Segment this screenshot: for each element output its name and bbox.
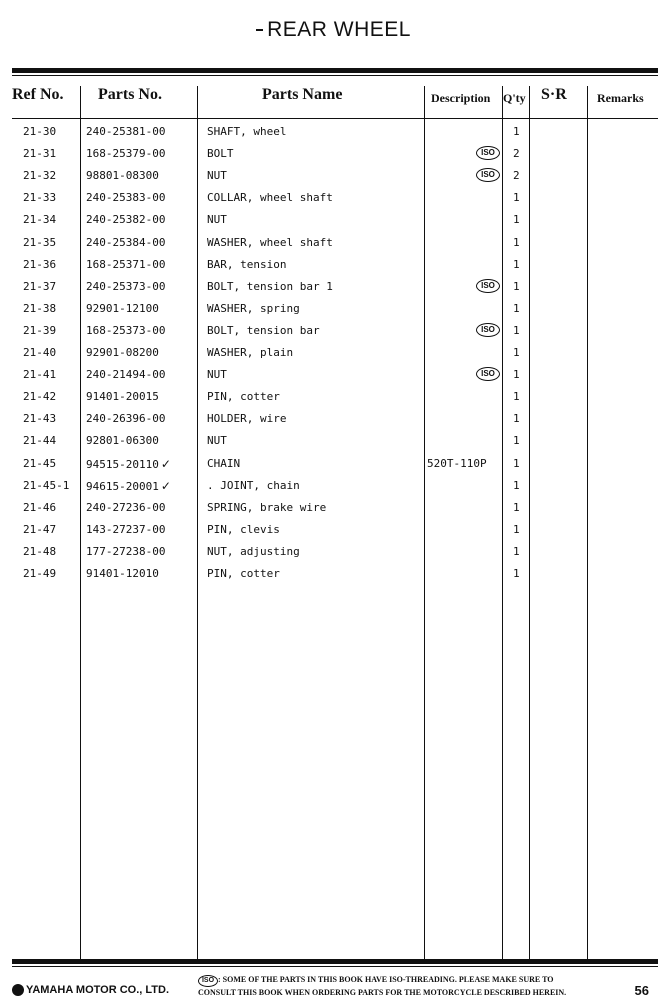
part-no-cell (86, 368, 165, 381)
header-ref-no: Ref No. (12, 86, 64, 103)
iso-note (198, 974, 566, 999)
part-name-cell: WASHER, wheel shaft (207, 235, 333, 249)
qty-cell: 1 (513, 279, 520, 293)
page-title: REAR WHEEL (0, 18, 667, 42)
qty-cell: 1 (513, 478, 520, 492)
table-row (0, 125, 667, 147)
footer (0, 974, 667, 1004)
part-no-cell (86, 147, 165, 160)
iso-icon: ISO (476, 146, 500, 160)
qty-cell: 1 (513, 434, 520, 448)
ref-no-cell: 21-33 (23, 191, 57, 205)
part-no-cell (86, 501, 165, 514)
table-row (0, 191, 667, 213)
check-mark-icon: ✓ (160, 478, 171, 493)
table-row (0, 147, 667, 169)
part-name-cell: PIN, cotter (207, 390, 280, 404)
part-no-cell (86, 523, 165, 536)
qty-cell: 1 (513, 500, 520, 514)
table-row (0, 501, 667, 523)
part-name-cell: . JOINT, chain (207, 478, 300, 492)
part-no-text: 240-27236-00 (86, 500, 166, 514)
part-no-text: 240-25384-00 (86, 235, 166, 249)
table-row (0, 258, 667, 280)
part-name-cell: PIN, cotter (207, 567, 280, 580)
header-sr: S·R (541, 86, 567, 103)
qty-cell: 1 (513, 567, 520, 580)
part-no-text: 92801-06300 (86, 434, 159, 448)
header-qty: Q'ty (503, 91, 526, 105)
part-name-cell: NUT, adjusting (207, 544, 300, 558)
part-no-cell (86, 479, 171, 493)
part-name-cell: NUT (207, 368, 227, 382)
yamaha-tuning-fork-icon (12, 984, 24, 996)
header-remarks: Remarks (597, 91, 644, 105)
header-description: Description (431, 91, 491, 105)
part-no-cell (86, 545, 165, 558)
table-row (0, 523, 667, 545)
part-no-cell (86, 567, 159, 580)
iso-icon: ISO (476, 323, 500, 337)
part-name-cell: NUT (207, 169, 227, 183)
check-mark-icon: ✓ (160, 456, 171, 471)
ref-no-cell: 21-35 (23, 235, 57, 249)
part-no-cell (86, 434, 159, 447)
part-name-cell: COLLAR, wheel shaft (207, 191, 333, 205)
description-cell: 520T-110P (427, 456, 487, 470)
part-name-cell: WASHER, spring (207, 301, 300, 315)
iso-icon: ISO (476, 367, 500, 381)
part-no-cell (86, 280, 165, 293)
table-row (0, 434, 667, 456)
ref-no-cell: 21-41 (23, 368, 57, 382)
part-no-text: 240-25382-00 (86, 213, 166, 227)
qty-cell: 1 (513, 125, 520, 138)
table-row (0, 368, 667, 390)
qty-cell: 1 (513, 191, 520, 205)
table-row (0, 412, 667, 434)
bottom-rule-thin (12, 966, 658, 967)
table-row (0, 457, 667, 479)
header-parts-no: Parts No. (98, 86, 162, 103)
ref-no-cell: 21-34 (23, 213, 57, 227)
part-no-text: 240-25383-00 (86, 191, 166, 205)
iso-icon: ISO (476, 279, 500, 293)
qty-cell: 1 (513, 323, 520, 337)
iso-note-line-1: : SOME OF THE PARTS IN THIS BOOK HAVE ISO-THREADING. PLEASE MAKE SURE TO (218, 975, 554, 984)
part-no-cell (86, 390, 159, 403)
qty-cell: 1 (513, 544, 520, 558)
table-row (0, 324, 667, 346)
qty-cell: 1 (513, 301, 520, 315)
top-rule-thin (12, 75, 658, 76)
part-no-cell (86, 324, 165, 337)
qty-cell: 2 (513, 169, 520, 183)
part-name-cell: BOLT, tension bar 1 (207, 279, 333, 293)
qty-cell: 1 (513, 412, 520, 426)
part-no-text: 91401-12010 (86, 567, 159, 580)
part-name-cell: BOLT (207, 147, 234, 161)
header-rule (12, 118, 658, 119)
part-no-text: 143-27237-00 (86, 522, 166, 536)
iso-icon: ISO (476, 168, 500, 182)
part-name-cell: NUT (207, 213, 227, 227)
qty-cell: 1 (513, 235, 520, 249)
table-row (0, 479, 667, 501)
ref-no-cell: 21-49 (23, 567, 57, 580)
table-row (0, 169, 667, 191)
qty-cell: 1 (513, 456, 520, 470)
part-no-text: 91401-20015 (86, 390, 159, 404)
ref-no-cell: 21-40 (23, 346, 57, 359)
part-no-text: 92901-08200 (86, 346, 159, 359)
iso-icon: ISO (198, 975, 218, 987)
table-row (0, 280, 667, 302)
company-logo: YAMAHA MOTOR CO., LTD. (12, 984, 169, 996)
part-name-cell: NUT (207, 434, 227, 448)
part-no-text: 94615-20001 (86, 479, 159, 493)
iso-note-line-2: CONSULT THIS BOOK WHEN ORDERING PARTS FOR THE MOTORCYCLE DESCRIBED HEREIN. (198, 988, 567, 997)
header-parts-name: Parts Name (262, 86, 343, 103)
ref-no-cell: 21-39 (23, 323, 57, 337)
ref-no-cell: 21-37 (23, 279, 57, 293)
table-row (0, 390, 667, 412)
top-rule (12, 68, 658, 73)
ref-no-cell: 21-44 (23, 434, 57, 448)
table-row (0, 545, 667, 567)
ref-no-cell: 21-36 (23, 257, 57, 271)
ref-no-cell: 21-46 (23, 500, 57, 514)
part-no-cell (86, 258, 165, 271)
ref-no-cell: 21-30 (23, 125, 57, 138)
part-no-text: 92901-12100 (86, 301, 159, 315)
ref-no-cell: 21-48 (23, 544, 57, 558)
part-no-text: 240-25381-00 (86, 125, 166, 138)
part-no-text: 177-27238-00 (86, 544, 166, 558)
table-row (0, 236, 667, 258)
part-no-text: 240-21494-00 (86, 368, 166, 382)
qty-cell: 1 (513, 346, 520, 359)
qty-cell: 2 (513, 147, 520, 161)
qty-cell: 1 (513, 390, 520, 404)
part-no-text: 168-25371-00 (86, 257, 166, 271)
table-row (0, 567, 667, 589)
part-no-cell (86, 236, 165, 249)
part-name-cell: BOLT, tension bar (207, 323, 320, 337)
part-no-cell (86, 169, 159, 182)
part-name-cell: WASHER, plain (207, 346, 294, 359)
qty-cell: 1 (513, 213, 520, 227)
part-no-text: 240-25373-00 (86, 279, 166, 293)
table-row (0, 302, 667, 324)
part-name-cell: SPRING, brake wire (207, 500, 327, 514)
part-no-text: 94515-20110 (86, 457, 159, 471)
part-no-cell (86, 346, 159, 359)
ref-no-cell: 21-38 (23, 301, 57, 315)
part-no-text: 168-25373-00 (86, 323, 166, 337)
part-no-cell (86, 412, 165, 425)
ref-no-cell: 21-45 (23, 456, 57, 470)
part-no-cell (86, 125, 165, 138)
part-no-cell (86, 213, 165, 226)
ref-no-cell: 21-47 (23, 522, 57, 536)
ref-no-cell: 21-45-1 (23, 478, 70, 492)
table-row (0, 346, 667, 368)
qty-cell: 1 (513, 368, 520, 382)
ref-no-cell: 21-42 (23, 390, 57, 404)
part-name-cell: HOLDER, wire (207, 412, 287, 426)
part-name-cell: CHAIN (207, 456, 241, 470)
part-no-text: 168-25379-00 (86, 147, 166, 161)
qty-cell: 1 (513, 257, 520, 271)
part-no-cell (86, 302, 159, 315)
qty-cell: 1 (513, 522, 520, 536)
ref-no-cell: 21-32 (23, 169, 57, 183)
part-name-cell: SHAFT, wheel (207, 125, 287, 138)
part-no-text: 98801-08300 (86, 169, 159, 183)
part-name-cell: BAR, tension (207, 257, 287, 271)
page-number: 56 (634, 983, 649, 998)
part-no-cell (86, 191, 165, 204)
part-name-cell: PIN, clevis (207, 522, 280, 536)
part-no-cell (86, 457, 171, 471)
ref-no-cell: 21-31 (23, 147, 57, 161)
part-no-text: 240-26396-00 (86, 412, 166, 426)
ref-no-cell: 21-43 (23, 412, 57, 426)
table-row (0, 213, 667, 235)
bottom-rule (12, 959, 658, 964)
